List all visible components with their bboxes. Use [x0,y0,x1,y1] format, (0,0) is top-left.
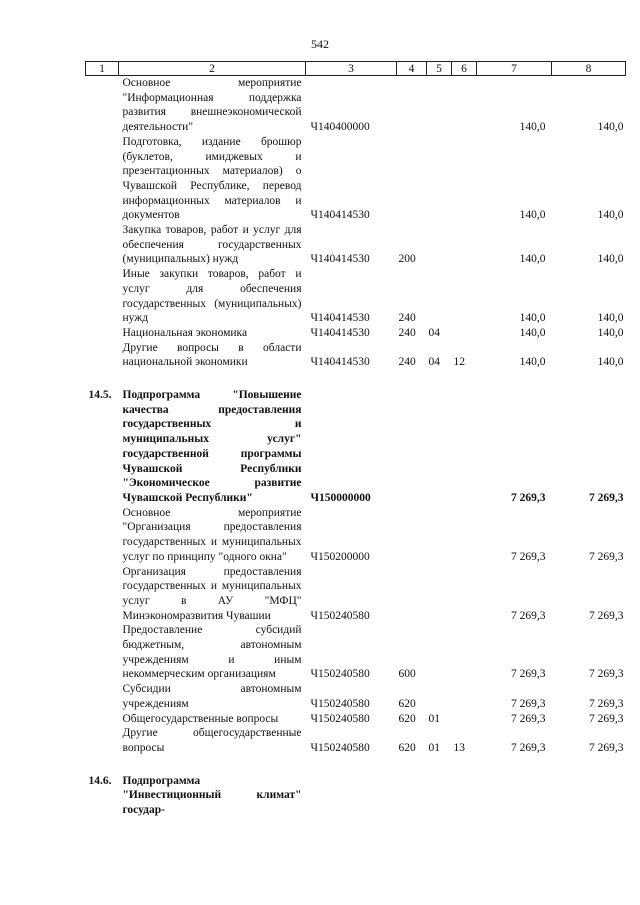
budget-table [85,61,626,818]
table-row [86,712,626,727]
row-amount-2: 140,0 [597,209,624,222]
row-amount-2: 140,0 [597,356,624,369]
row-section [427,76,452,135]
row-expense-type [397,565,427,624]
table-row [86,623,626,682]
col-header: 2 [119,62,306,76]
row-number [86,623,119,682]
row-expense-type [397,76,427,135]
row-subsection [452,623,477,682]
row-section [427,682,452,711]
row-subsection [452,712,477,727]
row-spacer [86,370,626,388]
row-section: 04 [428,326,440,339]
col-header: 1 [86,62,119,76]
row-name: Национальная экономика [122,326,248,339]
row-code: Ч140414530 [310,326,370,339]
row-amount-1: 140,0 [519,209,546,222]
row-amount-1: 7 269,3 [511,491,546,504]
row-number [86,76,119,135]
row-name: Другие вопросы в области национальной экономики [122,341,302,369]
row-expense-type: 600 [398,668,416,681]
row-amount-2: 7 269,3 [589,697,624,710]
row-subsection [452,565,477,624]
row-section [427,223,452,267]
row-code: Ч150240580 [310,609,370,622]
row-amount-2: 7 269,3 [589,668,624,681]
row-amount-2: 7 269,3 [589,741,624,754]
row-name: Предоставление субсидий бюджетным, автономным учреждениям и иным некоммерческим организациям [122,624,302,681]
col-header: 8 [552,62,626,76]
row-expense-type: 240 [398,326,416,339]
row-name: Другие общегосударственные вопросы [122,727,302,754]
row-section: 01 [428,712,440,725]
table-row [86,388,626,506]
row-name: Подпрограмма "Повышение качества предоставления государственных и муниципальных услуг" государственной программы Чувашской Республики "Экономическое развитие Чувашской Республики" [122,389,302,504]
row-amount-1 [477,774,552,818]
row-expense-type [397,506,427,565]
row-code [306,774,397,818]
row-name: Подпрограмма "Инвестиционный климат" государ- [122,774,302,817]
col-header: 6 [452,62,477,76]
row-number [86,682,119,711]
header-row [86,62,626,76]
row-amount-1: 140,0 [519,312,546,325]
row-number [86,565,119,624]
row-amount-2: 7 269,3 [589,609,624,622]
row-amount-1: 7 269,3 [511,741,546,754]
row-spacer [86,756,626,774]
row-code: Ч140414530 [310,312,370,325]
row-section [427,774,452,818]
row-code: Ч140400000 [310,121,370,134]
row-number [86,326,119,341]
row-expense-type: 620 [398,712,416,725]
row-section: 01 [428,741,440,754]
row-subsection [452,76,477,135]
row-amount-1: 7 269,3 [511,668,546,681]
table-body [86,76,626,818]
row-subsection: 13 [453,741,465,754]
row-section [427,388,452,506]
row-code: Ч150240580 [310,712,370,725]
row-amount-1: 140,0 [519,326,546,339]
row-expense-type: 240 [398,312,416,325]
row-subsection [452,326,477,341]
row-number [86,506,119,565]
row-expense-type [397,774,427,818]
row-name: Иные закупки товаров, работ и услуг для обеспечения государственных (муниципальных) нужд [122,268,302,325]
table-row [86,682,626,711]
row-amount-1: 7 269,3 [511,697,546,710]
row-amount-1: 140,0 [519,253,546,266]
row-subsection [452,223,477,267]
row-amount-2 [552,774,626,818]
table-row [86,267,626,326]
table-row [86,565,626,624]
row-amount-1: 7 269,3 [511,550,546,563]
row-name: Основное мероприятие "Информационная поддержка развития внешнеэкономической деятельности" [122,77,302,134]
row-section [427,506,452,565]
row-number: 14.5. [88,389,112,402]
row-amount-1: 7 269,3 [511,609,546,622]
row-code: Ч140414530 [310,356,370,369]
row-subsection [452,682,477,711]
row-code: Ч140414530 [310,253,370,266]
row-name: Организация предоставления государственных и муниципальных услуг в АУ "МФЦ" Минэкономразвития Чувашии [122,565,302,622]
row-number [86,267,119,326]
row-name: Закупка товаров, работ и услуг для обеспечения государственных (муниципальных) нужд [122,224,302,266]
row-amount-2: 140,0 [597,312,624,325]
row-amount-1: 7 269,3 [511,712,546,725]
row-name: Субсидии автономным учреждениям [122,683,302,710]
row-subsection [452,135,477,223]
row-section [427,565,452,624]
col-header: 4 [397,62,427,76]
row-amount-2: 7 269,3 [589,712,624,725]
row-code: Ч150000000 [310,491,371,504]
row-subsection [452,267,477,326]
row-section [427,623,452,682]
row-expense-type: 620 [398,697,416,710]
row-code: Ч150240580 [310,741,370,754]
row-subsection [452,388,477,506]
row-amount-1: 140,0 [519,356,546,369]
row-expense-type: 620 [398,741,416,754]
row-number: 14.6. [88,774,112,787]
col-header: 5 [427,62,452,76]
row-subsection [452,506,477,565]
row-amount-2: 140,0 [597,326,624,339]
row-code: Ч150240580 [310,668,370,681]
table-row [86,774,626,818]
table-row [86,326,626,341]
table-row [86,76,626,135]
table-row [86,223,626,267]
row-number [86,223,119,267]
row-number [86,341,119,370]
row-expense-type: 200 [398,253,416,266]
row-code: Ч150200000 [310,550,370,563]
row-name: Подготовка, издание брошюр (буклетов, имиджевых и презентационных материалов) о Чувашской Республике, перевод информационных материалов и документов [122,135,302,222]
spacer-cell [86,370,626,388]
row-number [86,726,119,755]
row-expense-type [397,135,427,223]
row-expense-type: 240 [398,356,416,369]
spacer-cell [86,756,626,774]
row-amount-2: 7 269,3 [589,550,624,563]
row-subsection [452,774,477,818]
table-row [86,506,626,565]
row-number [86,712,119,727]
row-name: Основное мероприятие "Организация предоставления государственных и муниципальных услуг по принципу "одного окна" [122,506,302,563]
row-number [86,135,119,223]
row-amount-2: 7 269,3 [589,491,624,504]
page-number: 542 [311,37,329,51]
table-row [86,726,626,755]
row-code: Ч150240580 [310,697,370,710]
row-amount-1: 140,0 [519,121,546,134]
row-subsection: 12 [453,356,465,369]
table-row [86,341,626,370]
row-amount-2: 140,0 [597,253,624,266]
row-expense-type [397,388,427,506]
row-amount-2: 140,0 [597,121,624,134]
col-header: 7 [477,62,552,76]
row-section: 04 [428,356,440,369]
col-header: 3 [306,62,397,76]
row-code: Ч140414530 [310,209,370,222]
row-section [427,135,452,223]
table-row [86,135,626,223]
row-name: Общегосударственные вопросы [122,712,279,725]
row-section [427,267,452,326]
